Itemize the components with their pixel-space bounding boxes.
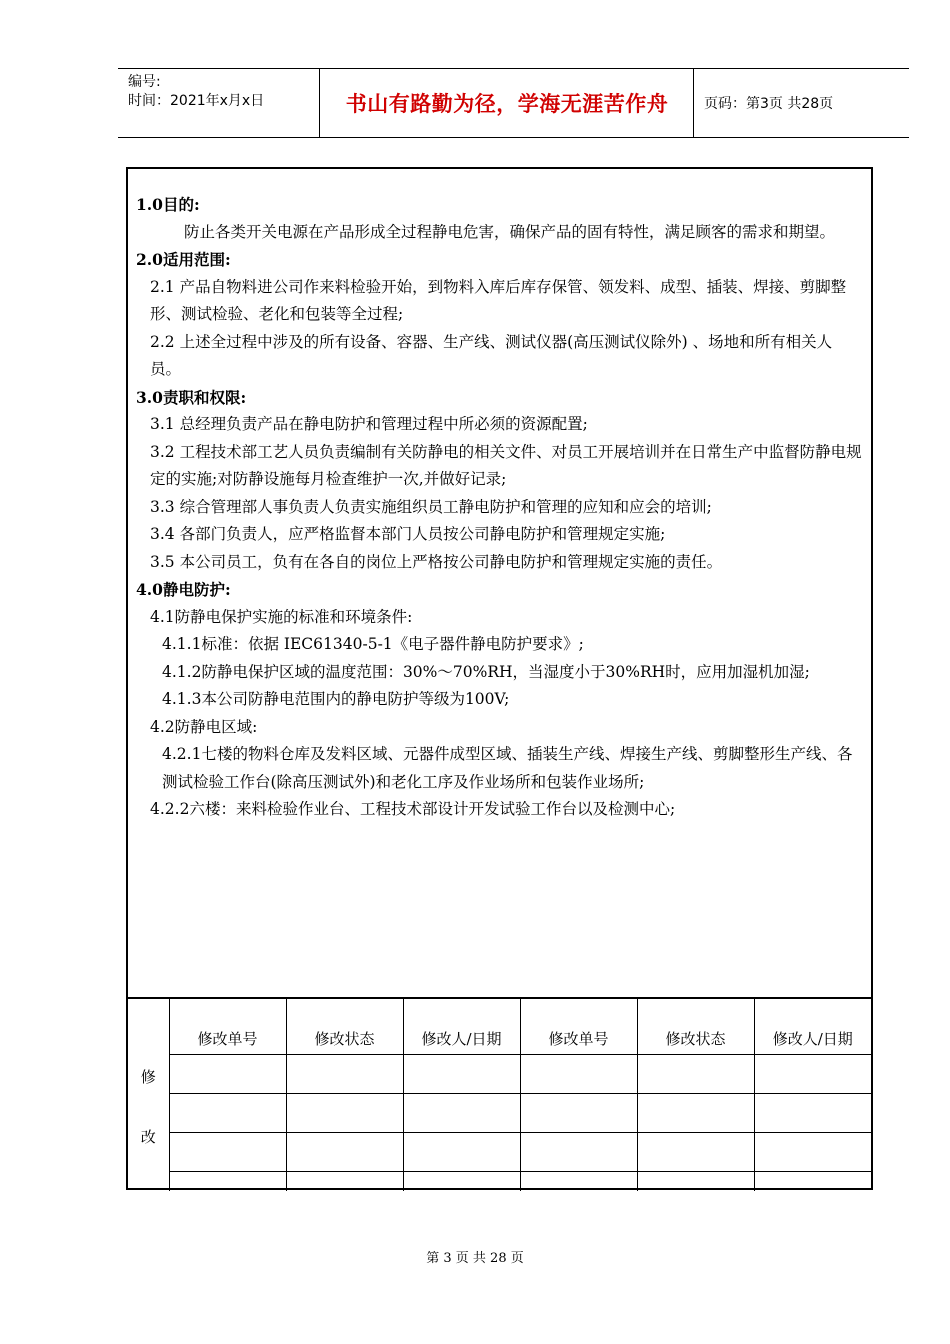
revision-cell[interactable]	[754, 1093, 871, 1132]
revision-cell[interactable]	[520, 1132, 637, 1171]
revision-row	[128, 1055, 871, 1094]
revision-header-row	[128, 999, 871, 1055]
paragraph: 4.1.1标准：依据 IEC61340-5-1《电子器件静电防护要求》;	[162, 635, 584, 653]
revision-cell[interactable]	[286, 1132, 403, 1171]
revision-cell[interactable]	[637, 1132, 754, 1171]
revision-cell[interactable]	[403, 1055, 520, 1094]
revision-col-header: 修改单号	[169, 999, 286, 1055]
header-divider	[319, 69, 320, 137]
revision-cell[interactable]	[286, 1055, 403, 1094]
revision-cell[interactable]	[754, 1055, 871, 1094]
revision-cell[interactable]	[520, 1055, 637, 1094]
header-meta	[128, 73, 264, 111]
revision-cell[interactable]	[403, 1132, 520, 1171]
revision-cell[interactable]	[286, 1093, 403, 1132]
revision-col-header: 修改单号	[520, 999, 637, 1055]
revision-cell[interactable]	[754, 1132, 871, 1171]
paragraph: 3.4 各部门负责人，应严格监督本部门人员按公司静电防护和管理规定实施;	[150, 525, 666, 543]
revision-table	[128, 997, 871, 1191]
paragraph: 3.3 综合管理部人事负责人负责实施组织员工静电防护和管理的应知和应会的培训;	[150, 497, 712, 516]
page-footer: 第 3 页 共 28 页	[426, 1251, 524, 1266]
section-title: 1.0目的:	[136, 195, 200, 214]
paragraph: 防止各类开关电源在产品形成全过程静电危害，确保产品的固有特性，满足顾客的需求和期望。	[184, 222, 836, 241]
paragraph: 3.1 总经理负责产品在静电防护和管理过程中所必须的资源配置;	[150, 415, 588, 433]
revision-row	[128, 1171, 871, 1191]
revision-cell[interactable]	[637, 1171, 754, 1191]
time-text: 时间：2021年x月x日	[128, 93, 265, 109]
paragraph: 4.1.2防静电保护区域的温度范围：30%～70%RH，当湿度小于30%RH时，应用加湿机加湿;	[162, 662, 810, 681]
revision-col-header: 修改状态	[286, 999, 403, 1055]
header-divider	[693, 69, 694, 137]
revision-col-header: 修改状态	[637, 999, 754, 1055]
revision-cell[interactable]	[286, 1171, 403, 1191]
section-title: 3.0责职和权限:	[136, 387, 247, 407]
revision-cell[interactable]	[169, 1093, 286, 1132]
revision-row	[128, 1093, 871, 1132]
paragraph: 3.2 工程技术部工艺人员负责编制有关防静电的相关文件、对员工开展培训并在日常生产中监督防静电规定的实施;对防静设施每月检查维护一次,并做好记录;	[150, 442, 862, 488]
revision-col-header: 修改人/日期	[403, 999, 520, 1055]
paragraph: 4.1防静电保护实施的标准和环境条件:	[150, 607, 413, 626]
revision-cell[interactable]	[520, 1171, 637, 1191]
page-header	[118, 68, 909, 138]
revision-side-label	[128, 999, 169, 1192]
paragraph: 3.5 本公司员工，负有在各自的岗位上严格按公司静电防护和管理规定实施的责任。	[150, 552, 723, 571]
header-motto: 书山有路勤为径，学海无涯苦作舟	[345, 91, 669, 116]
revision-cell[interactable]	[637, 1055, 754, 1094]
paragraph: 4.2.1七楼的物料仓库及发料区域、元器件成型区域、插装生产线、焊接生产线、剪脚整形生产线、各测试检验工作台(除高压测试外)和老化工序及作业场所和包装作业场所;	[162, 745, 853, 791]
paragraph: 4.2.2六楼：来料检验作业台、工程技术部设计开发试验工作台以及检测中心;	[150, 800, 676, 818]
section-title: 2.0适用范围:	[136, 250, 231, 269]
revision-cell[interactable]	[403, 1093, 520, 1132]
revision-cell[interactable]	[637, 1093, 754, 1132]
document-content	[136, 191, 862, 824]
page-info: 页码：第3页 共28页	[704, 96, 834, 112]
revision-col-header: 修改人/日期	[754, 999, 871, 1055]
paragraph: 2.1 产品自物料进公司作来料检验开始，到物料入库后库存保管、领发料、成型、插装、焊接、剪脚整形、测试检验、老化和包装等全过程;	[150, 277, 847, 323]
revision-side-char: 改	[140, 1128, 156, 1146]
revision-cell[interactable]	[403, 1171, 520, 1191]
revision-cell[interactable]	[169, 1132, 286, 1171]
revision-cell[interactable]	[169, 1055, 286, 1094]
revision-row	[128, 1132, 871, 1171]
paragraph: 4.1.3本公司防静电范围内的静电防护等级为100V;	[162, 690, 510, 708]
paragraph: 2.2 上述全过程中涉及的所有设备、容器、生产线、测试仪器(高压测试仪除外) 、场地和所有相关人员。	[150, 332, 833, 378]
code-label: 编号:	[128, 74, 161, 90]
document-box	[126, 167, 873, 1190]
revision-cell[interactable]	[169, 1171, 286, 1191]
paragraph: 4.2防静电区域:	[150, 717, 258, 736]
revision-cell[interactable]	[754, 1171, 871, 1191]
revision-cell[interactable]	[520, 1093, 637, 1132]
section-title: 4.0静电防护:	[136, 580, 231, 599]
revision-side-char: 修	[140, 1068, 156, 1086]
